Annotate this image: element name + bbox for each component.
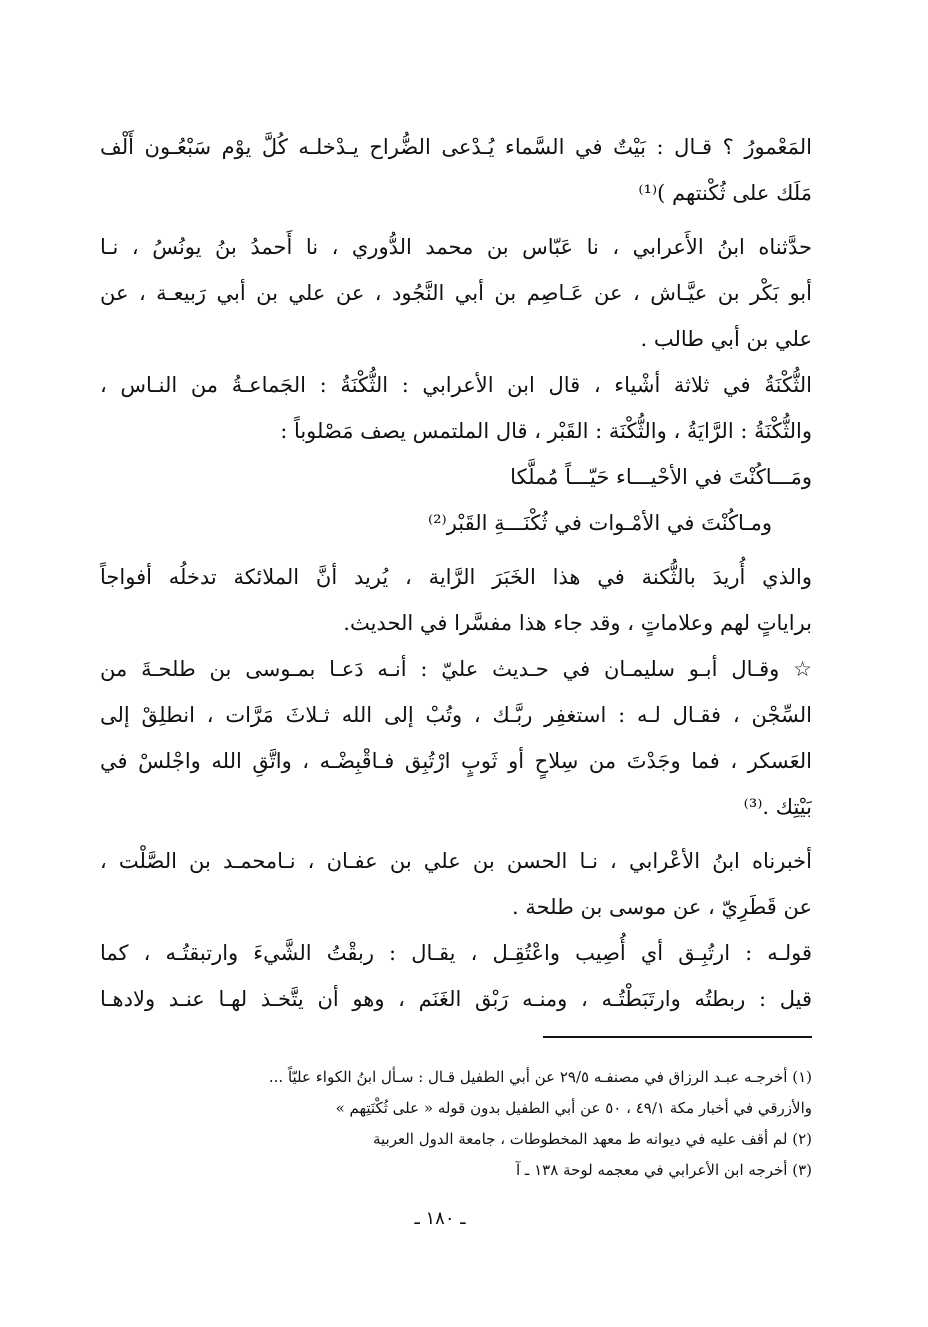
- text-line: المَعْمورُ ؟ قـال : بَيْتٌ في السَّماء يُـدْعى الضُّراح يـدْخلـه كُلَّ يوْم سَبْعُـون أَلْف: [100, 135, 812, 159]
- text-line: براياتٍ لهم وعلاماتٍ ، وقد جاء هذا مفسَّرا في الحديث.: [343, 611, 812, 635]
- paragraph-gap: [100, 546, 812, 554]
- footnote-line: والأزرقي في أخبار مكة ٤٩/١ ، ٥٠ عن أبي الطفيل بدون قوله « على ثُكْنَتِهم »: [335, 1099, 812, 1117]
- text-line: الثُّكْنَةُ في ثلاثة أشْياء ، قال ابن الأعرابي : الثُّكْنَةُ : الجَماعـةُ من النـاس ،: [100, 373, 812, 397]
- paragraph-gap: [100, 216, 812, 224]
- text-line: العَسكر ، فما وجَدْتَ من سِلاحٍ أو ثَوبٍ ارْتُبِق فـاقْبِضْـه ، واتَّقِ الله واجْلسْ في: [100, 749, 812, 773]
- footnotes: [100, 1062, 812, 1186]
- verse-line-1: ومَـــاكُنْتَ في الأحْيـــاء حَيّـــاً مُملَّكا: [510, 465, 812, 489]
- footnote-line: (١) أخرجـه عبـد الرزاق في مصنفـه ٢٩/٥ عن أبي الطفيل قـال : سـأل ابنُ الكواء عليّاً ...: [268, 1068, 812, 1086]
- verse-line-2: ومـاكُنْتَ في الأمْـوات في ثُكْنَـــةِ القَبْر⁽²⁾: [427, 511, 772, 535]
- text-line: مَلَك على ثُكْنتهم )⁽¹⁾: [638, 181, 812, 205]
- text-line: والثُّكْنَةُ : الرَّايَةُ ، والثُّكْنَة : القَبْر ، قال الملتمس يصف مَصْلوباً :: [280, 419, 812, 443]
- paragraph-gap: [100, 830, 812, 838]
- text-line: بَيْتِك .⁽³⁾: [743, 795, 812, 819]
- text-line: أخبرناه ابنُ الأعْرابي ، نـا الحسن بن علي بن عفـان ، نـامحمـد بن الصَّلْت ،: [100, 849, 812, 873]
- main-text: [100, 124, 812, 1022]
- text-line: السِّجْن ، فقـال لـه : استغفِر ربَّـك ، وتُبْ إلى الله ثـلاثَ مَرَّات ، انطلِقْ إلى: [100, 703, 812, 727]
- footnote-divider: [543, 1036, 812, 1038]
- text-line: والذي أُريدَ بالثُّكنة في هذا الخَبَرَ الرَّاية ، يُريد أنَّ الملائكة تدخلُه أفواجاً: [100, 565, 812, 589]
- page-number: ـ ١٨٠ ـ: [414, 1208, 466, 1229]
- footnote-line: (٢) لم أقف عليه في ديوانه ط معهد المخطوطات ، جامعة الدول العربية: [372, 1130, 812, 1148]
- text-line: حدَّثناه ابنُ الأَعرابي ، نا عَبّاس بن محمد الدُّوري ، نا أَحمدُ بنُ يونُسُ ، نـا: [100, 235, 812, 259]
- text-line: قولـه : ارتُبِـق أي أُصِيب واعْتُقِـل ، يقـال : ربقْتُ الشَّيءَ وارتبقتُـه ، كما: [100, 941, 812, 965]
- text-line: ☆ وقـال أبـو سليمـان في حـديث عليّ : أنـه دَعـا بمـوسى بن طلحـةَ من: [100, 657, 812, 681]
- text-line: قيل : ربطتُه وارتَبَطْتُـه ، ومنـه رَبْق الغَنَم ، وهو أن يتَّخـذ لهـا عنـد ولادهـا: [100, 987, 812, 1011]
- text-line: عن قَطَرِيّ ، عن موسى بن طلحة .: [511, 895, 812, 919]
- footnote-line: (٣) أخرجه ابن الأعرابي في معجمه لوحة ١٣٨ ـ آ: [516, 1161, 812, 1179]
- text-line: علي بن أبي طالب .: [640, 327, 812, 351]
- text-line: أبو بَكْر بن عيَّـاش ، عن عَـاصِم بن أبي النَّجُود ، عن علي بن أبي رَبيعـة ، عن: [100, 281, 812, 305]
